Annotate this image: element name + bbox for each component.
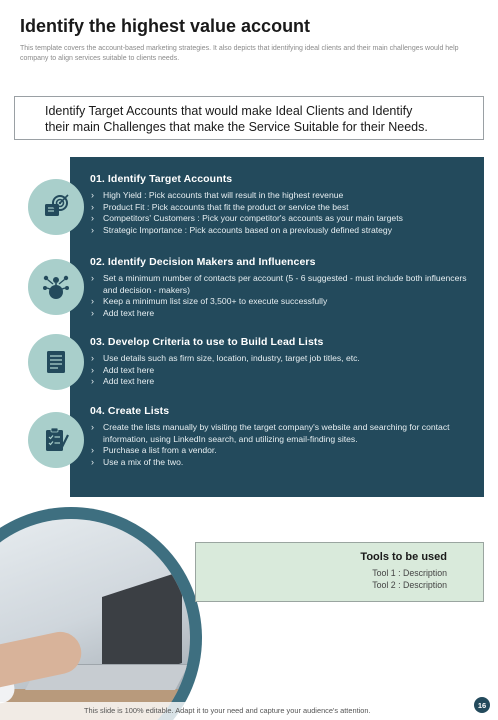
footer-note: This slide is 100% editable. Adapt it to your need and capture your audience's attention. — [84, 706, 371, 715]
step-1-bullets — [90, 190, 480, 236]
list-item: › Set a minimum number of contacts per account (5 - 6 suggested - must include both influencers and decision - makers) — [90, 273, 480, 296]
step-2-bullets — [90, 273, 480, 319]
list-item: › High Yield : Pick accounts that will result in the highest revenue — [90, 190, 480, 202]
step-2-heading: 02. Identify Decision Makers and Influencers — [90, 256, 316, 268]
step-4-bullets — [90, 422, 480, 468]
step-3-lead-criteria — [90, 336, 480, 388]
tools-box — [195, 542, 484, 602]
influencer-icon — [28, 259, 84, 315]
list-item: › Product Fit : Pick accounts that fit the product or service the best — [90, 202, 480, 214]
tool-item: Tool 1 : Description — [372, 568, 447, 578]
list-item: › Add text here — [90, 308, 480, 320]
step-3-heading: 03. Develop Criteria to use to Build Lead Lists — [90, 336, 324, 348]
list-item: › Purchase a list from a vendor. — [90, 445, 480, 457]
list-item: › Create the lists manually by visiting the target company's website and searching for contact information, using LinkedIn search, and utilizing email-finding sites. — [90, 422, 480, 445]
list-item: › Competitors' Customers : Pick your competitor's accounts as your main targets — [90, 213, 480, 225]
document-icon — [28, 334, 84, 390]
list-item: › Use a mix of the two. — [90, 457, 480, 469]
page-number-badge: 16 — [474, 697, 490, 713]
list-item: › Keep a minimum list size of 3,500+ to execute successfully — [90, 296, 480, 308]
list-item: › Use details such as firm size, location, industry, target job titles, etc. — [90, 353, 480, 365]
step-4-heading: 04. Create Lists — [90, 405, 170, 417]
tool-item: Tool 2 : Description — [372, 580, 447, 590]
page-subtitle: This template covers the account-based marketing strategies. It also depicts that identifying ideal clients and their main challenges would help company to align services suitable to clients needs. — [20, 45, 459, 62]
list-item: › Add text here — [90, 376, 480, 388]
banner-line-1: Identify Target Accounts that would make Ideal Clients and Identify — [45, 104, 413, 118]
step-1-heading: 01. Identify Target Accounts — [90, 173, 233, 185]
list-item: › Strategic Importance : Pick accounts based on a previously defined strategy — [90, 225, 480, 237]
step-2-decision-makers — [90, 256, 480, 319]
step-4-create-lists — [90, 405, 480, 468]
target-icon — [28, 179, 84, 235]
objective-banner — [14, 96, 484, 140]
tools-heading: Tools to be used — [360, 551, 447, 563]
step-3-bullets — [90, 353, 480, 388]
page-title: Identify the highest value account — [20, 16, 311, 36]
banner-line-2: their main Challenges that make the Service Suitable for their Needs. — [45, 120, 428, 134]
checklist-icon — [28, 412, 84, 468]
list-item: › Add text here — [90, 365, 480, 377]
step-1-target-accounts — [90, 173, 480, 236]
